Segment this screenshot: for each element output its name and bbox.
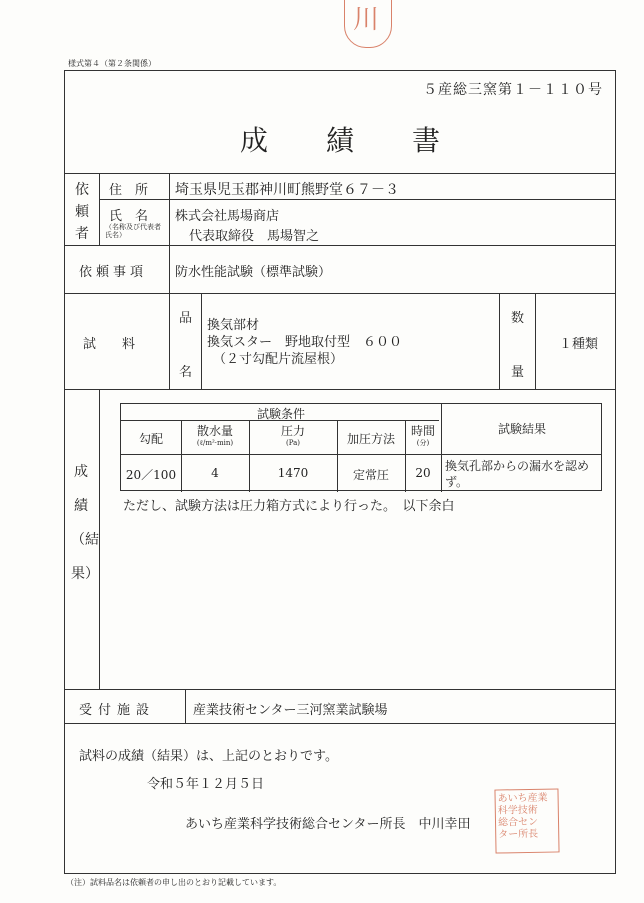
spray-header: 散水量 (ℓ/m²·min) [196,424,234,447]
spray-value: 4 [211,466,219,480]
pressure-header: 圧力 (Pa) [280,424,305,447]
name-sublabel: （名称及び代表者氏名） [105,223,161,239]
statement-text: 試料の成績（結果）は、上記のとおりです。 [79,749,338,764]
company-name: 株式会社馬場商店 [175,209,280,224]
certificate-frame [64,70,616,874]
address-value: 埼玉県児玉郡神川町熊野堂６７－３ [175,182,399,198]
product-name: 換気部材 換気スター 野地取付型 ６００ （２寸勾配片流屋根） [207,318,403,367]
reception-value: 産業技術センター三河窯業試験場 [193,703,388,718]
result-header: 試験結果 [497,422,546,436]
seal-glyph: 川 [353,5,380,35]
conditions-header: 試験条件 [256,407,305,421]
top-seal-stamp [344,0,392,48]
document-title: 成績書 [239,124,498,157]
quantity-label-bottom: 量 [511,365,525,380]
method-note: ただし、試験方法は圧力箱方式により行った。 以下余白 [123,499,455,514]
method-value: 定常圧 [352,468,389,482]
method-header: 加圧方法 [346,432,395,446]
request-item-label: 依頼事項 [79,265,148,280]
request-item-value: 防水性能試験（標準試験） [175,265,332,280]
reception-label: 受付施設 [79,703,156,718]
name-label: 氏 名 [109,209,149,224]
report-number: ５産総三窯第１－１１０号 [423,82,603,98]
form-label: 様式第４（第２条関係） [68,59,156,68]
official-seal-stamp: あいち産業 科学技術 総合セン ター所長 [494,788,559,853]
requester-section-label: 依 頼 者 [75,182,89,242]
issue-date: 令和５年１２月５日 [147,777,265,792]
quantity-label-top: 数 [511,311,525,326]
results-section-label: 成 績 （結 果） [71,464,99,582]
sample-label: 試 料 [83,337,136,352]
slope-header: 勾配 [138,432,163,446]
result-value: 換気孔部からの漏水を認めず。 [445,459,590,489]
time-header: 時間 (分) [410,424,435,447]
slope-value: 20／100 [125,468,177,482]
issuer-name: あいち産業科学技術総合センター所長 中川幸田 [185,817,471,832]
product-label-bottom: 名 [179,365,193,380]
test-conditions-table [120,403,602,491]
time-value: 20 [415,466,431,480]
product-label-top: 品 [179,311,193,326]
address-label: 住 所 [109,183,149,198]
footnote: （注）試料品名は依頼者の申し出のとおり記載しています。 [66,878,282,887]
quantity-value: １種類 [559,337,599,352]
pressure-value: 1470 [277,466,309,480]
representative-name: 代表取締役 馬場智之 [189,229,320,244]
